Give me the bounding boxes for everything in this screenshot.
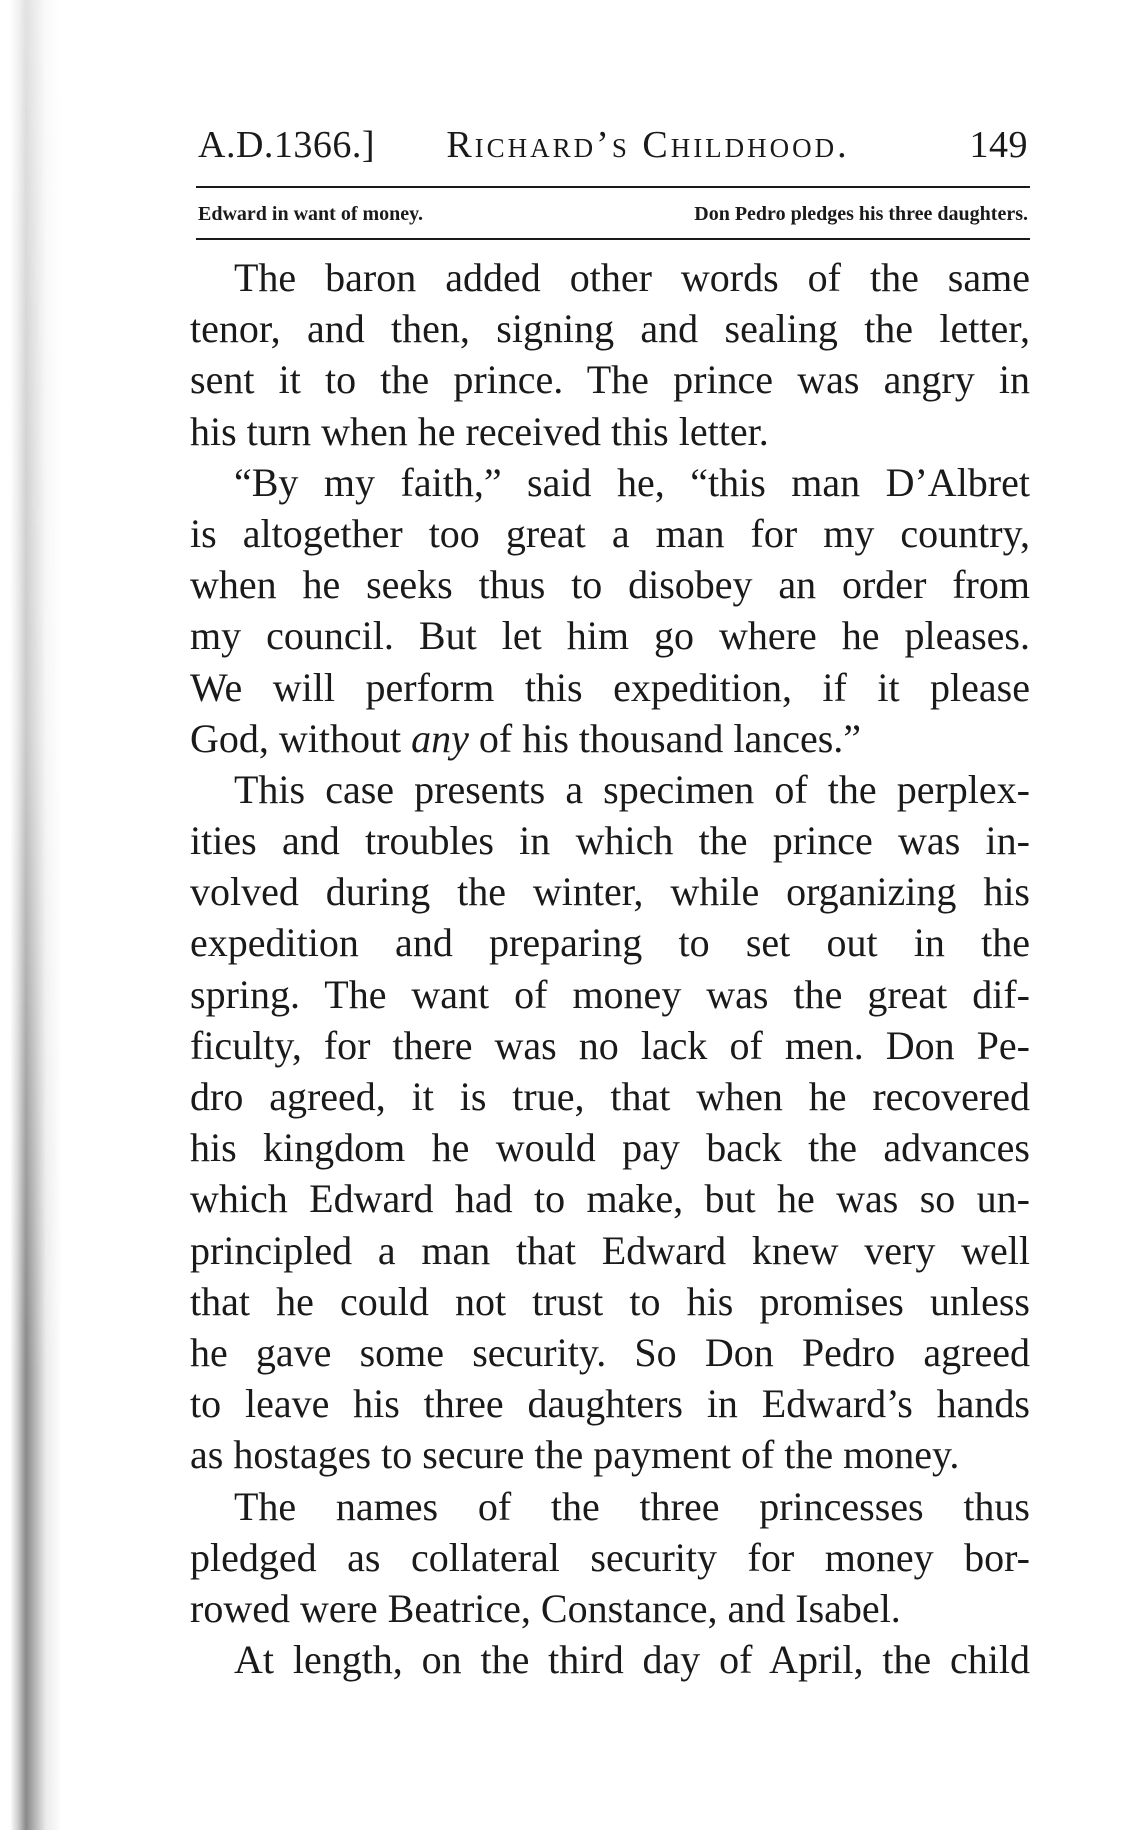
running-head	[198, 120, 1028, 170]
running-head-date: A.D.1366.]	[198, 124, 376, 166]
running-head-title: Richard’s Childhood.	[446, 124, 850, 166]
text-segment: God, without	[190, 715, 412, 761]
text-line: principled a man that Edward knew very well	[190, 1227, 1030, 1273]
text-line: when he seeks thus to disobey an order from	[190, 562, 1030, 608]
text-line: that he could not trust to his promises unless	[190, 1278, 1030, 1324]
text-line: At length, on the third day of April, the child	[234, 1637, 1030, 1683]
text-line: “By my faith,” said he, “this man D’Albret	[234, 459, 1030, 505]
text-line: is altogether too great a man for my country,	[190, 510, 1030, 556]
text-line: his turn when he received this letter.	[190, 408, 769, 454]
text-line: volved during the winter, while organizing his	[190, 869, 1030, 915]
text-line: dro agreed, it is true, that when he recovered	[190, 1074, 1030, 1119]
italic-word: any	[411, 715, 469, 761]
text-line: ficulty, for there was no lack of men. Don Pe-	[190, 1022, 1030, 1068]
text-line: as hostages to secure the payment of the money.	[190, 1432, 960, 1478]
text-line: pledged as collateral security for money bor-	[190, 1534, 1030, 1580]
page-number: 149	[969, 124, 1028, 166]
text-line: my council. But let him go where he pleases.	[190, 613, 1030, 659]
header-rule-top	[196, 186, 1030, 188]
text-line: ities and troubles in which the prince was in-	[190, 818, 1030, 864]
text-line: which Edward had to make, but he was so un-	[190, 1176, 1030, 1222]
text-line: sent it to the prince. The prince was angry in	[190, 357, 1030, 403]
text-line	[190, 713, 1030, 764]
side-notes	[198, 196, 1028, 232]
text-line: expedition and preparing to set out in the	[190, 920, 1030, 966]
body-text	[190, 252, 1030, 1685]
text-line: This case presents a specimen of the perplex-	[234, 766, 1030, 812]
side-note-right: Don Pedro pledges his three daughters.	[694, 203, 1028, 225]
text-line: to leave his three daughters in Edward’s hands	[190, 1381, 1030, 1427]
text-line: tenor, and then, signing and sealing the letter,	[190, 306, 1030, 352]
text-line: rowed were Beatrice, Constance, and Isabel.	[190, 1585, 901, 1631]
text-line: The baron added other words of the same	[234, 255, 1030, 300]
text-segment: of his thousand lances.”	[468, 715, 862, 761]
binding-shadow	[0, 0, 70, 1830]
text-line: he gave some security. So Don Pedro agreed	[190, 1329, 1030, 1375]
text-line: his kingdom he would pay back the advances	[190, 1125, 1030, 1171]
text-line: The names of the three princesses thus	[234, 1483, 1030, 1529]
text-line: spring. The want of money was the great dif-	[190, 971, 1030, 1017]
text-line: We will perform this expedition, if it please	[190, 664, 1030, 710]
side-note-left: Edward in want of money.	[198, 203, 424, 225]
header-rule-bottom	[196, 238, 1030, 240]
